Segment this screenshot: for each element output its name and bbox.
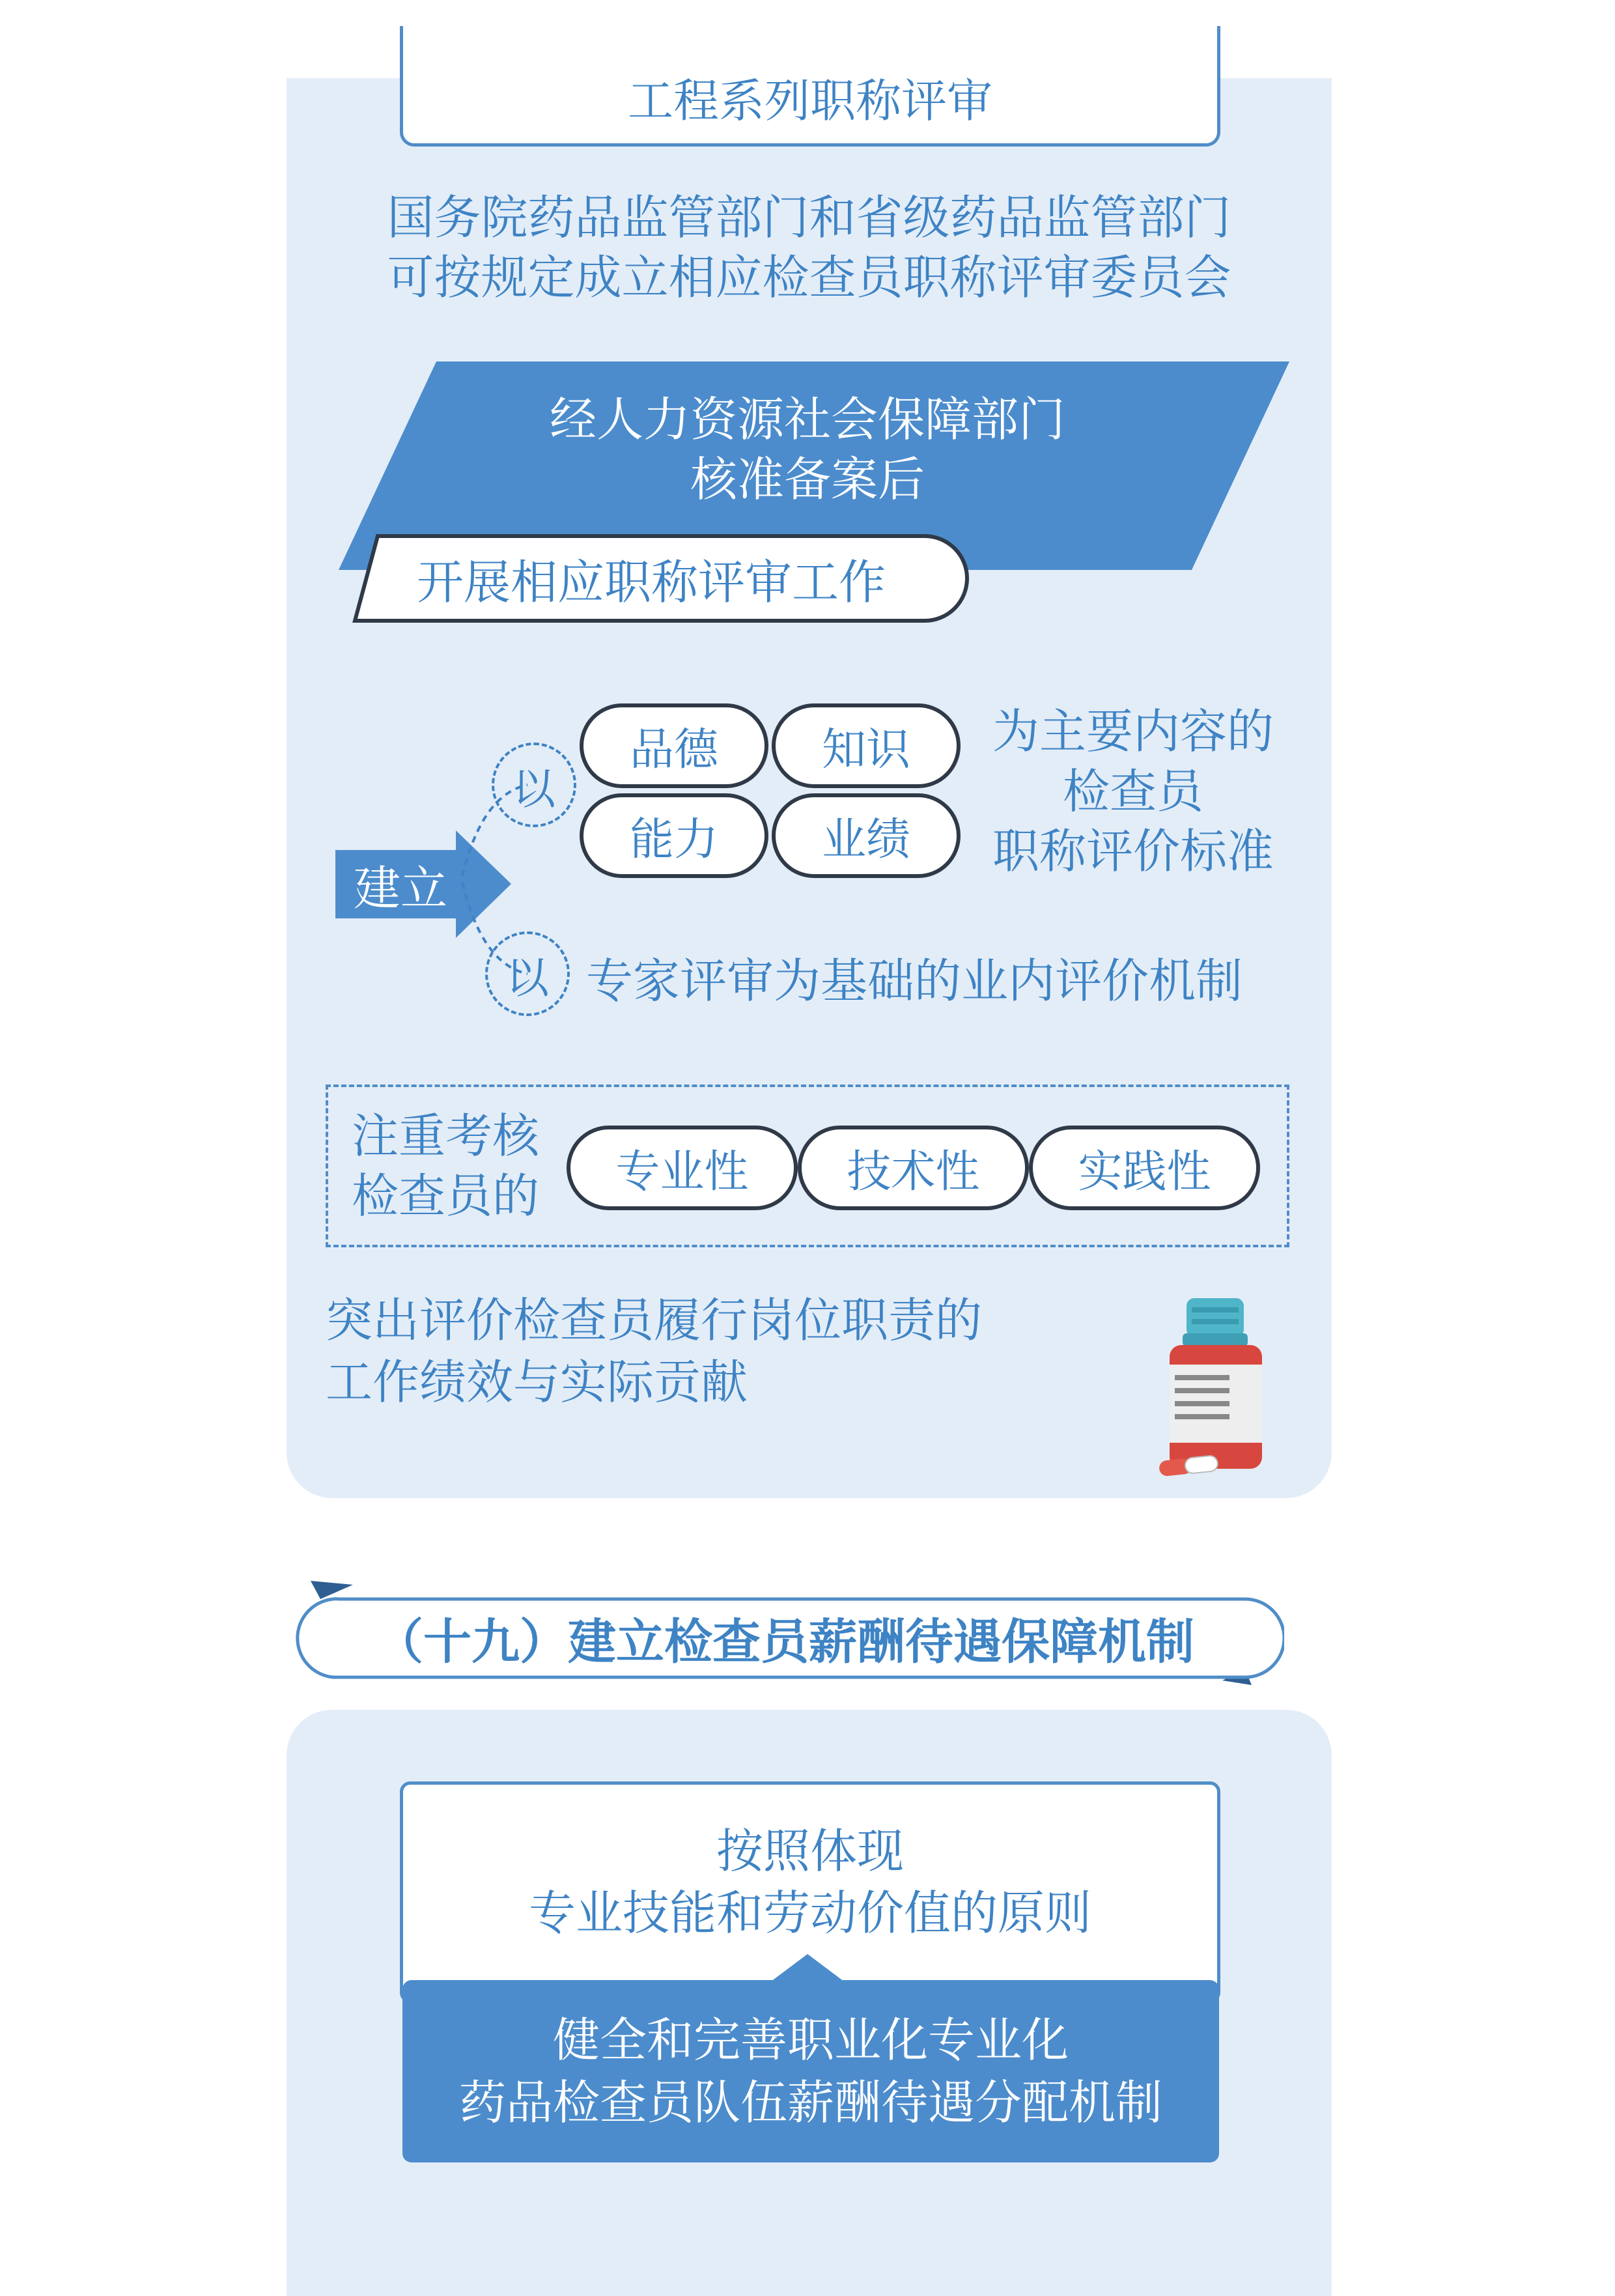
establish-text: 建立 [353, 860, 447, 916]
mechanism-text [586, 941, 1302, 1013]
ribbon-text [365, 539, 938, 617]
principle-line-1: 按照体现 [716, 1824, 904, 1878]
mechanism-line-1: 健全和完善职业化专业化 [552, 2013, 1069, 2067]
intro-line-2: 可按规定成立相应检查员职称评审委员会 [387, 250, 1231, 305]
pill-zhishi-text: 知识 [821, 724, 910, 776]
yi-text-1: 以 [513, 763, 555, 814]
pill-nengli-text: 能力 [629, 814, 718, 866]
focus-line-2: 检查员的 [352, 1169, 540, 1223]
mechanism-line-2: 药品检查员队伍薪酬待遇分配机制 [458, 2075, 1162, 2130]
intro-line-1: 国务院药品监管部门和省级药品监管部门 [387, 190, 1231, 245]
highlight-line-2: 工作绩效与实际贡献 [326, 1355, 748, 1410]
mechanism-box [402, 1980, 1219, 2162]
parallelogram-text [417, 384, 1198, 515]
section-title-text: （十九）建立检查员薪酬待遇保障机制 [375, 1614, 1194, 1670]
yi-text-2: 以 [506, 952, 549, 1003]
ribbon-label: 开展相应职称评审工作 [416, 555, 886, 610]
mechanism-label: 专家评审为基础的业内评价机制 [586, 954, 1243, 1008]
principle-line-2: 专业技能和劳动价值的原则 [528, 1886, 1091, 1940]
pill-yeji-text: 业绩 [821, 814, 910, 866]
yi-circle-1 [492, 743, 576, 827]
pill-zhuanye [567, 1126, 798, 1210]
yi-circle-2 [485, 931, 570, 1016]
pill-shijian-text: 实践性 [1078, 1146, 1211, 1198]
parallelogram-line-2: 核准备案后 [690, 452, 925, 507]
highlight-line-1: 突出评价检查员履行岗位职责的 [326, 1293, 983, 1348]
pill-zhishi [772, 703, 961, 788]
focus-line-1: 注重考核 [352, 1109, 540, 1163]
pill-shijian [1029, 1126, 1260, 1210]
medicine-bottle-icon [1146, 1293, 1276, 1479]
standard-line-2: 检查员 [1062, 764, 1203, 819]
focus-text [352, 1101, 567, 1231]
pill-pinde [580, 703, 768, 788]
pill-pinde-text: 品德 [629, 724, 718, 776]
top-box [400, 26, 1220, 147]
section-title [313, 1599, 1257, 1677]
pill-zhuanye-text: 专业性 [615, 1146, 749, 1198]
pill-jishu-text: 技术性 [847, 1146, 980, 1198]
top-box-text: 工程系列职称评审 [628, 74, 992, 128]
establish-label [342, 850, 459, 918]
standard-line-3: 职称评价标准 [992, 824, 1274, 879]
parallelogram-line-1: 经人力资源社会保障部门 [549, 392, 1065, 447]
intro-text [287, 186, 1332, 309]
pill-jishu [798, 1126, 1029, 1210]
standard-text [974, 697, 1293, 886]
pointer-shape [768, 1954, 847, 1983]
pill-nengli [580, 793, 768, 878]
pill-yeji [772, 793, 961, 878]
highlight-text [326, 1286, 1107, 1417]
standard-line-1: 为主要内容的 [992, 704, 1274, 759]
